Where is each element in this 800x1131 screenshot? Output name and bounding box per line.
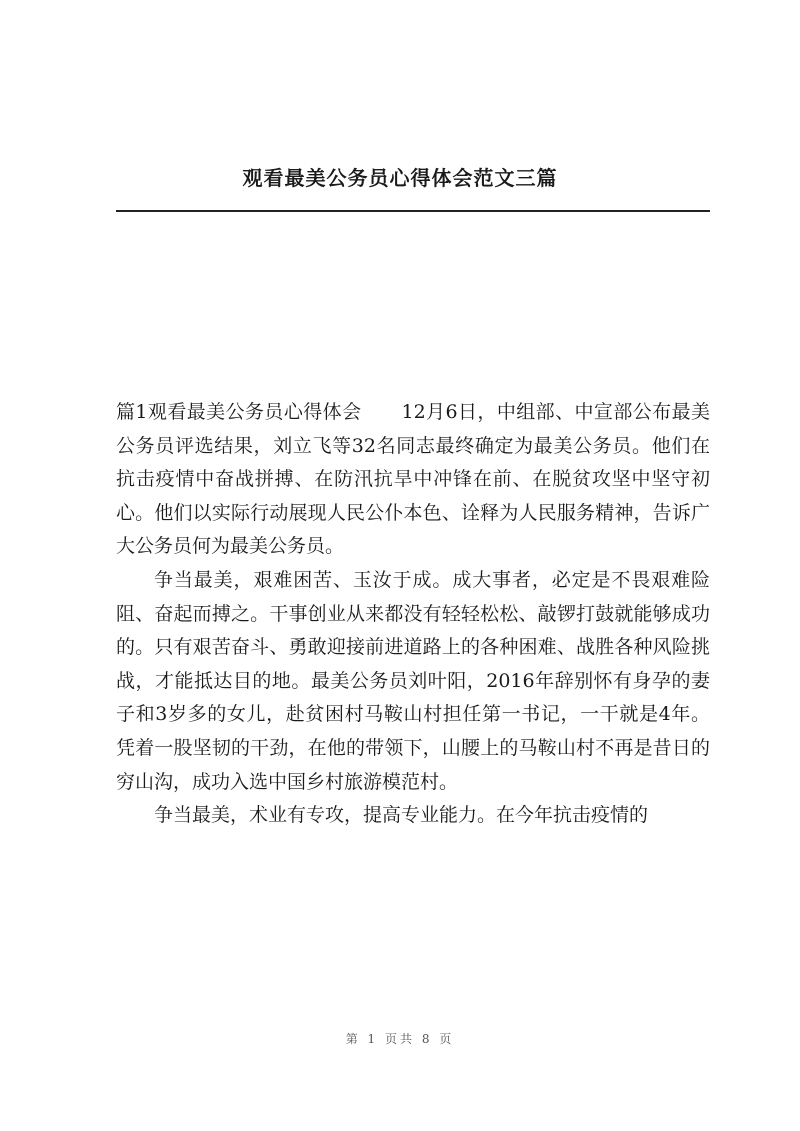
title-divider — [116, 210, 710, 212]
section1-paragraph — [116, 396, 710, 564]
body-paragraph-1: 争当最美，艰难困苦、玉汝于成。成大事者，必定是不畏艰难险阻、奋起而搏之。干事创业从来都没有轻轻松松、敲锣打鼓就能够成功的。只有艰苦奋斗、勇敢迎接前进道路上的各种困难、战胜各种风险挑战，才能抵达目的地。最美公务员刘叶阳，2016年辞别怀有身孕的妻子和3岁多的女儿，赴贫困村马鞍山村担任第一书记，一干就是4年。凭着一股坚韧的干劲，在他的带领下，山腰上的马鞍山村不再是昔日的穷山沟，成功入选中国乡村旅游模范村。 — [116, 568, 710, 793]
document-body — [116, 396, 710, 833]
section1-intro: 12月6日，中组部、中宣部公布最美公务员评选结果，刘立飞等32名同志最终确定为最美公务员。他们在抗击疫情中奋战拼搏、在防汛抗旱中冲锋在前、在脱贫攻坚中坚守初心。他们以实际行动展现人民公仆本色、诠释为人民服务精神，告诉广大公务员何为最美公务员。 — [116, 401, 710, 558]
page-footer: 第 1 页共 8 页 — [345, 1032, 455, 1046]
document-title: 观看最美公务员心得体会范文三篇 — [242, 166, 558, 190]
section1-heading: 篇1观看最美公务员心得体会 — [116, 401, 362, 423]
body-paragraph-2: 争当最美，术业有专攻，提高专业能力。在今年抗击疫情的 — [154, 804, 649, 827]
